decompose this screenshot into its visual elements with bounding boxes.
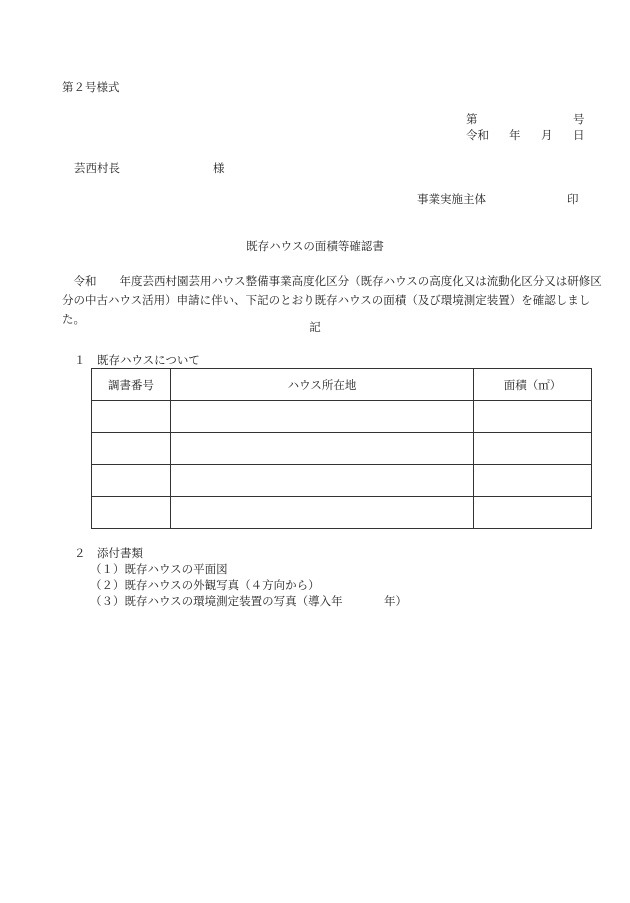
table-cell[interactable] <box>171 465 474 497</box>
date-month-label: 月 <box>541 128 553 142</box>
document-title: 既存ハウスの面積等確認書 <box>246 239 384 253</box>
attachment-item: （２）既存ハウスの外観写真（４方向から） <box>90 578 320 592</box>
document-number-suffix: 号 <box>573 112 585 126</box>
document-number-prefix: 第 <box>466 112 478 126</box>
table-cell[interactable] <box>474 433 592 465</box>
table-cell[interactable] <box>171 497 474 529</box>
table-cell[interactable] <box>171 433 474 465</box>
section1-heading: １ 既存ハウスについて <box>74 353 200 367</box>
table-header-row <box>92 369 592 401</box>
table-cell[interactable] <box>474 465 592 497</box>
column-area: 面積（㎡） <box>474 369 592 401</box>
table-row <box>92 497 592 529</box>
table-cell[interactable] <box>171 401 474 433</box>
table-row <box>92 433 592 465</box>
table-cell[interactable] <box>92 497 171 529</box>
seal-mark: 印 <box>567 192 579 206</box>
table-cell[interactable] <box>474 401 592 433</box>
applicant-label: 事業実施主体 <box>417 192 486 206</box>
table-cell[interactable] <box>474 497 592 529</box>
table-row <box>92 465 592 497</box>
date-day-label: 日 <box>573 128 585 142</box>
column-house-location: ハウス所在地 <box>171 369 474 401</box>
section2-heading: ２ 添付書類 <box>74 546 143 560</box>
attachment-item: （３）既存ハウスの環境測定装置の写真（導入年 <box>90 594 343 608</box>
column-survey-number: 調書番号 <box>92 369 171 401</box>
attachment-item-suffix: 年） <box>384 594 407 608</box>
table-row <box>92 401 592 433</box>
ki-heading: 記 <box>309 320 321 334</box>
existing-house-table <box>91 368 592 529</box>
addressee-name: 芸西村長 <box>74 161 120 175</box>
date-year-label: 年 <box>509 128 521 142</box>
table-cell[interactable] <box>92 401 171 433</box>
form-number: 第２号様式 <box>62 80 120 94</box>
date-era: 令和 <box>466 128 489 142</box>
addressee-honorific: 様 <box>213 161 225 175</box>
table-cell[interactable] <box>92 433 171 465</box>
attachment-item: （１）既存ハウスの平面図 <box>90 562 228 576</box>
table-cell[interactable] <box>92 465 171 497</box>
body-paragraph: 令和 年度芸西村園芸用ハウス整備事業高度化区分（既存ハウスの高度化又は流動化区分又は研修区分の中古ハウス活用）申請に伴い、下記のとおり既存ハウスの面積（及び環境測定装置）を確認しました。 <box>62 274 602 326</box>
